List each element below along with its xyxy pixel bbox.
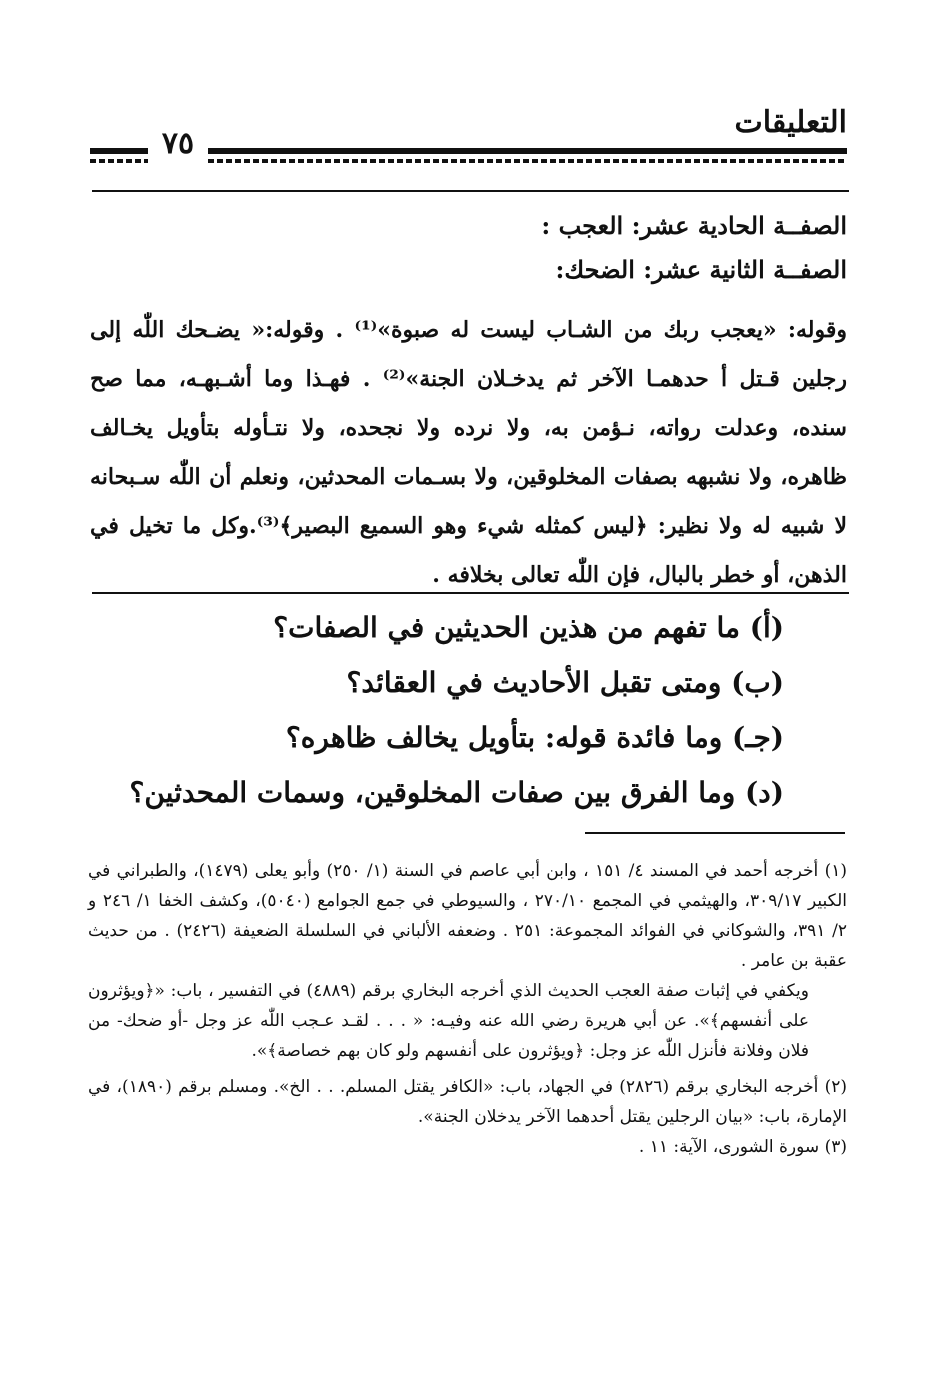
- running-header-title: التعليقات: [734, 105, 847, 140]
- footnote-1-extra: ويكفي في إثبات صفة العجب الحديث الذي أخرجه البخاري برقم (٤٨٨٩) في التفسير ، باب: «﴿ويؤثرون على أنفسهم﴾». عن أبي هريرة رضي الله عنه وفيـه: « . . . لقـد عـجب اللّٰه عز وجل -أو ضحك- من فلان وفلانة فأنزل اللّٰه عز وجل: ﴿ويؤثرون على أنفسهم ولو كان بهم خصاصة﴾».: [88, 981, 809, 1061]
- header-rule-thick: [208, 148, 847, 154]
- questions-list: [90, 600, 784, 820]
- footnote-1: (١) أخرجه أحمد في المسند ٤/ ١٥١ ، وابن أبي عاصم في السنة (١/ ٢٥٠) وأبو يعلى (١٤٧٩)، والطبراني في الكبير ٣٠٩/١٧، والهيثمي في المجمع ٢٧٠/١٠ ، والسيوطي في جمع الجوامع (٥٠٤٠)، وكشف الخفا ١/ ٢٤٦ و ٢/ ٣٩١، والشوكاني في الفوائد المجموعة: ٢٥١ . وضعفه الألباني في السلسلة الضعيفة (٢٤٢٦) . من حديث عقبة بن عامر .: [88, 861, 847, 971]
- body-paragraph: وقوله: «يعجب ربك من الشـاب ليست له صبوة»⁽¹⁾ . وقوله:« يضـحك اللّٰه إلى رجلين قـتل أ حدهمـا الآخر ثم يدخـلان الجنة»⁽²⁾ . فهـذا وما أشـبهـه، مما صح سنده، وعدلت رواته، نـؤمن به، ولا نرده ولا نجحده، ولا نتـأوله بتأويل يخـالف ظاهره، ولا نشبهه بصفات المخلوقين، ولا بسـمات المحدثين، ونعلم أن اللّٰه سـبحانه لا شبيه له ولا نظير: ﴿ليس كمثله شيء وهو السميع البصير﴾⁽³⁾.وكل ما تخيل في الذهن، أو خطر بالبال، فإن اللّٰه تعالى بخلافه .: [90, 317, 847, 588]
- question-c: (جـ) وما فائدة قوله: بتأويل يخالف ظاهره؟: [285, 721, 784, 754]
- questions-separator: [92, 592, 849, 594]
- question-b: (ب) ومتى تقبل الأحاديث في العقائد؟: [346, 666, 784, 699]
- header-rule-left-dashed: [90, 159, 148, 163]
- footnote-3: (٣) سورة الشورى، الآية: ١١ .: [638, 1137, 847, 1157]
- section-headings: [90, 204, 847, 292]
- question-a: (أ) ما تفهم من هذين الحديثين في الصفات؟: [273, 611, 784, 644]
- question-d: (د) وما الفرق بين صفات المخلوقين، وسمات المحدثين؟: [129, 776, 784, 809]
- heading-attribute-11: الصفــة الحادية عشر: العجب :: [541, 211, 847, 240]
- header-rule-dashed: [208, 159, 847, 163]
- footnote-2: (٢) أخرجه البخاري برقم (٢٨٢٦) في الجهاد، باب: «الكافر يقتل المسلم. . . الخ». ومسلم برقم (١٨٩٠)، في الإمارة، باب: «بيان الرجلين يقتل أحدهما الآخر يدخلان الجنة».: [88, 1077, 848, 1127]
- header-rule-left-thick: [90, 148, 148, 154]
- header-separator: [92, 190, 849, 192]
- page-number: ٧٥: [161, 126, 195, 161]
- footnotes: [88, 856, 847, 1162]
- footnote-rule: [585, 832, 845, 834]
- heading-attribute-12: الصفــة الثانية عشر: الضحك:: [555, 255, 847, 284]
